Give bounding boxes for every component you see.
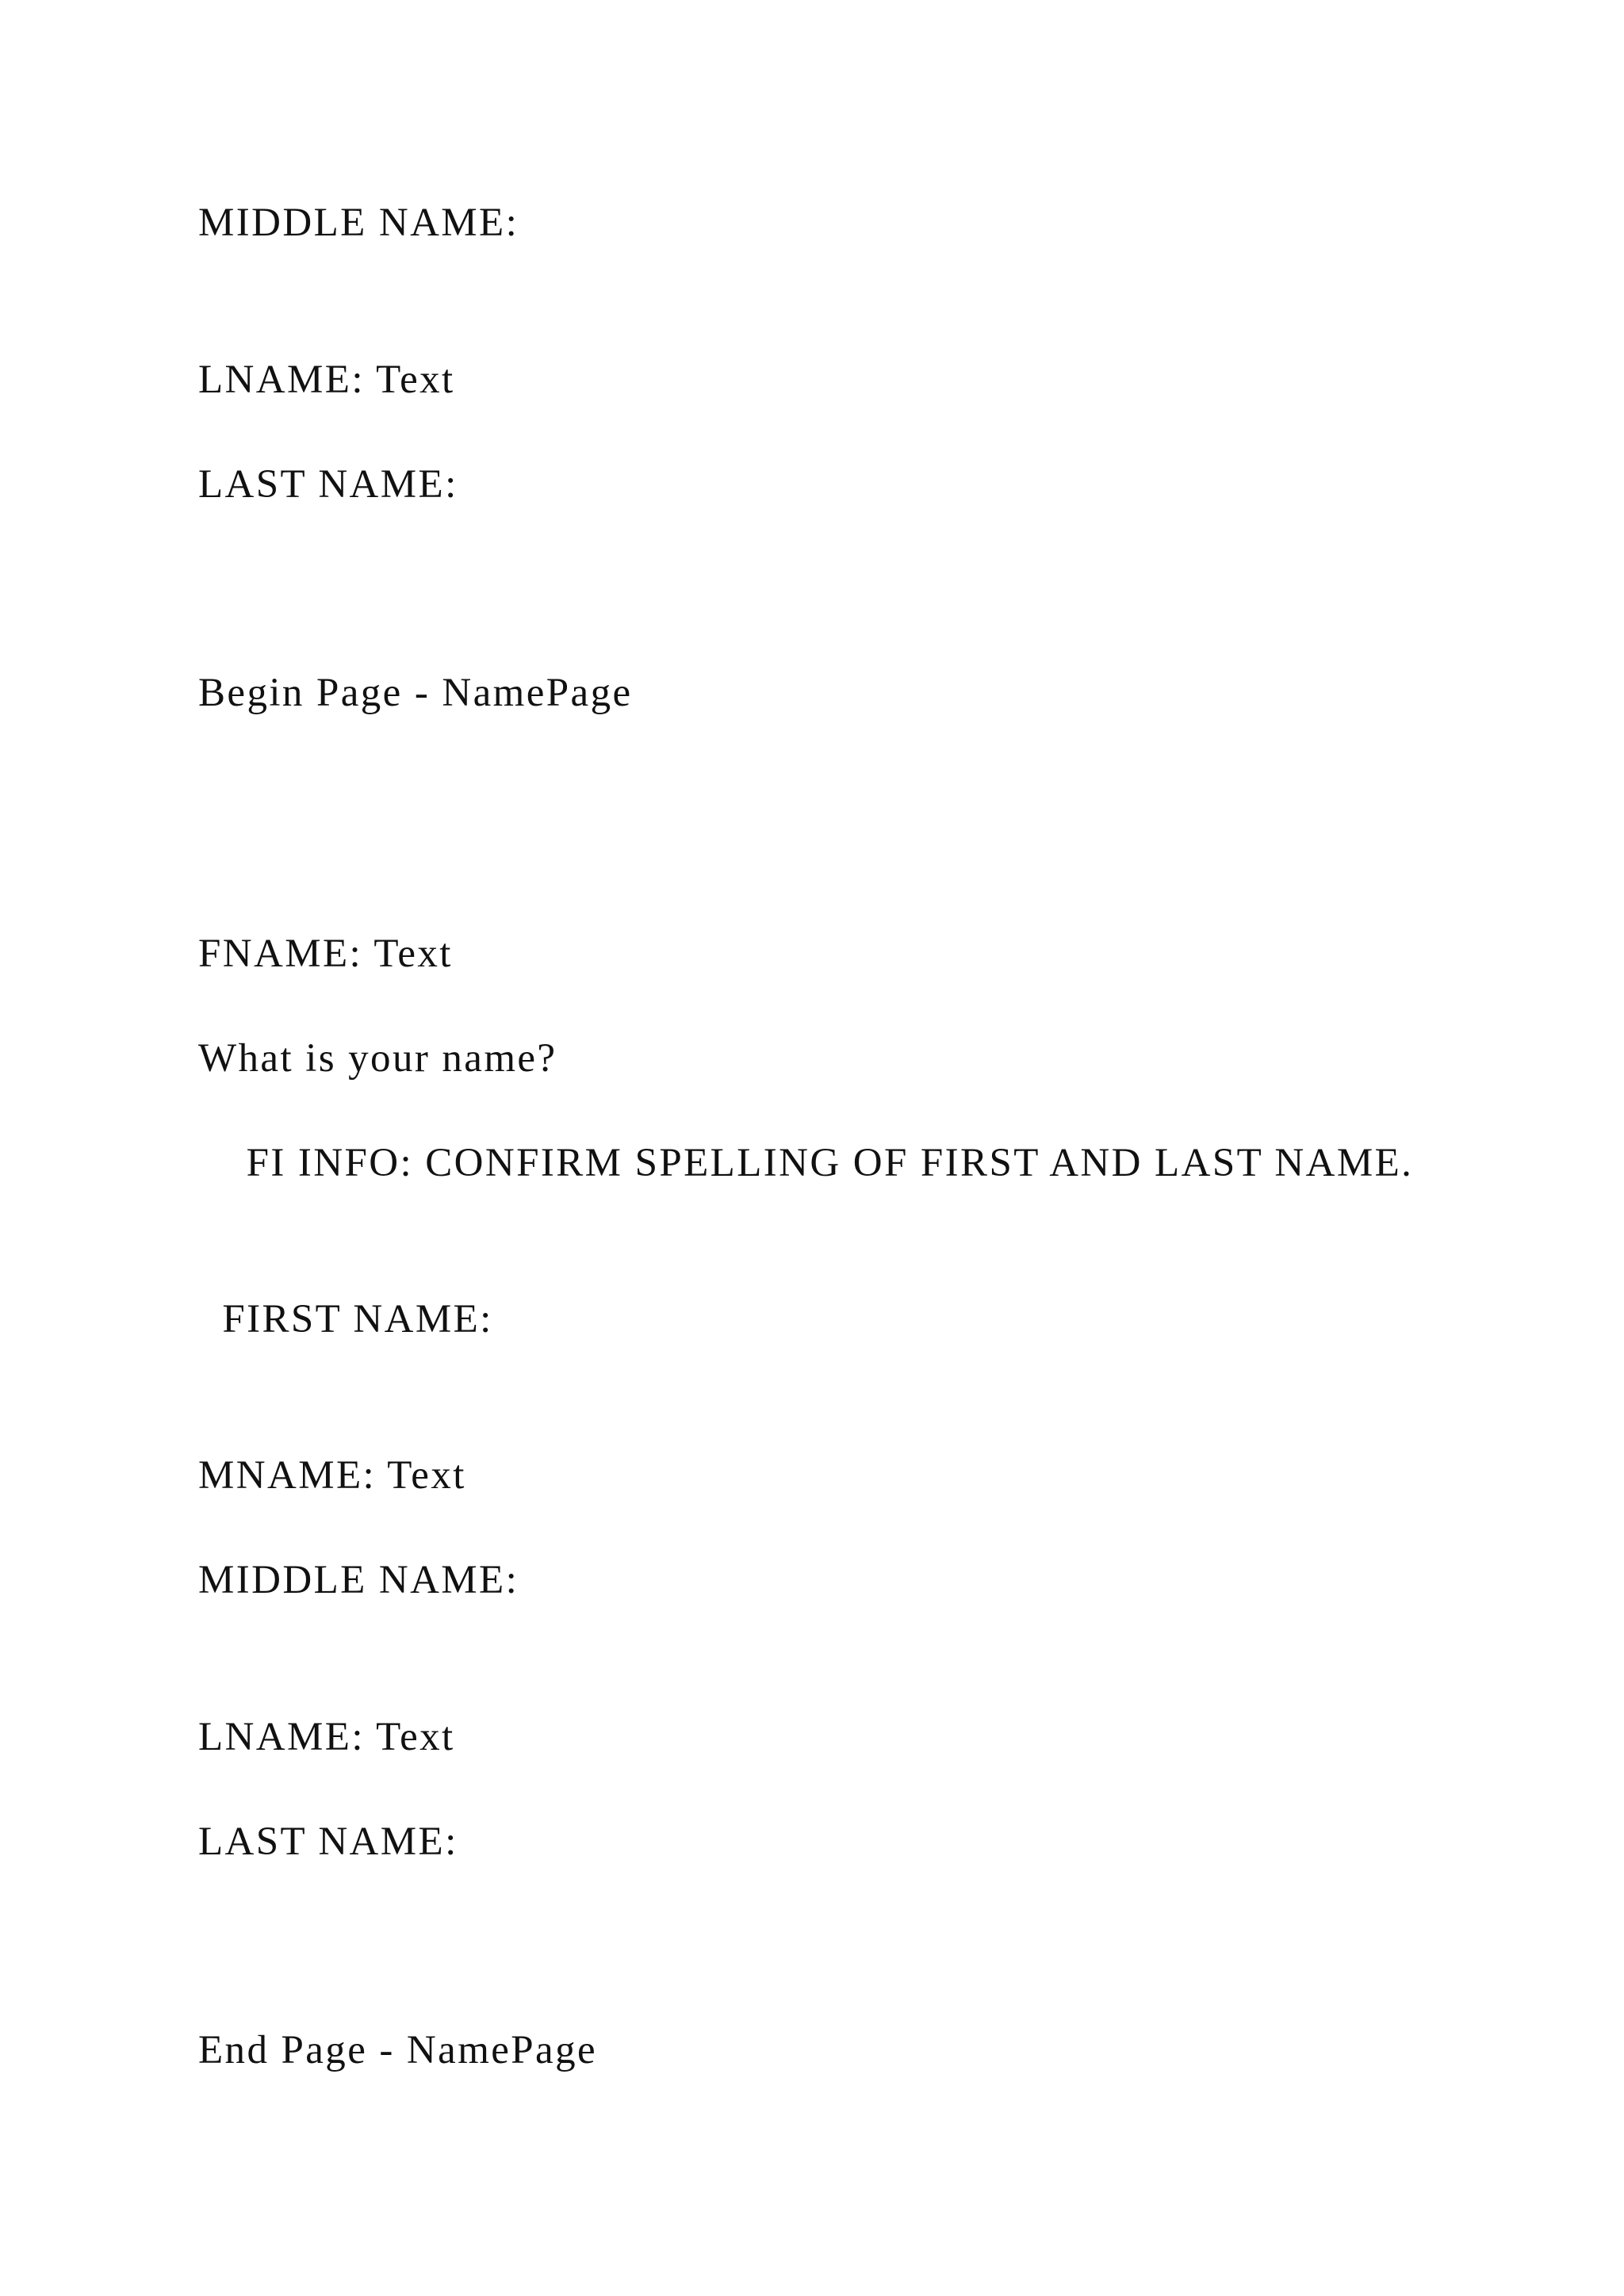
- name-question: What is your name?: [198, 1036, 557, 1081]
- lname-field-spec: LNAME: Text: [198, 358, 455, 402]
- fi-info-instruction: FI INFO: CONFIRM SPELLING OF FIRST AND LAST NAME.: [198, 1141, 1414, 1185]
- mname-field-spec: MNAME: Text: [198, 1453, 466, 1498]
- middle-name-label: MIDDLE NAME:: [198, 201, 519, 245]
- first-name-label: FIRST NAME:: [198, 1297, 493, 1341]
- last-name-label: LAST NAME:: [198, 462, 458, 507]
- last-name-label-2: LAST NAME:: [198, 1820, 458, 1864]
- lname-field-spec-2: LNAME: Text: [198, 1715, 455, 1759]
- fname-field-spec: FNAME: Text: [198, 932, 453, 976]
- begin-page-marker: Begin Page - NamePage: [198, 671, 633, 715]
- middle-name-label-2: MIDDLE NAME:: [198, 1558, 519, 1602]
- end-page-marker: End Page - NamePage: [198, 2028, 598, 2072]
